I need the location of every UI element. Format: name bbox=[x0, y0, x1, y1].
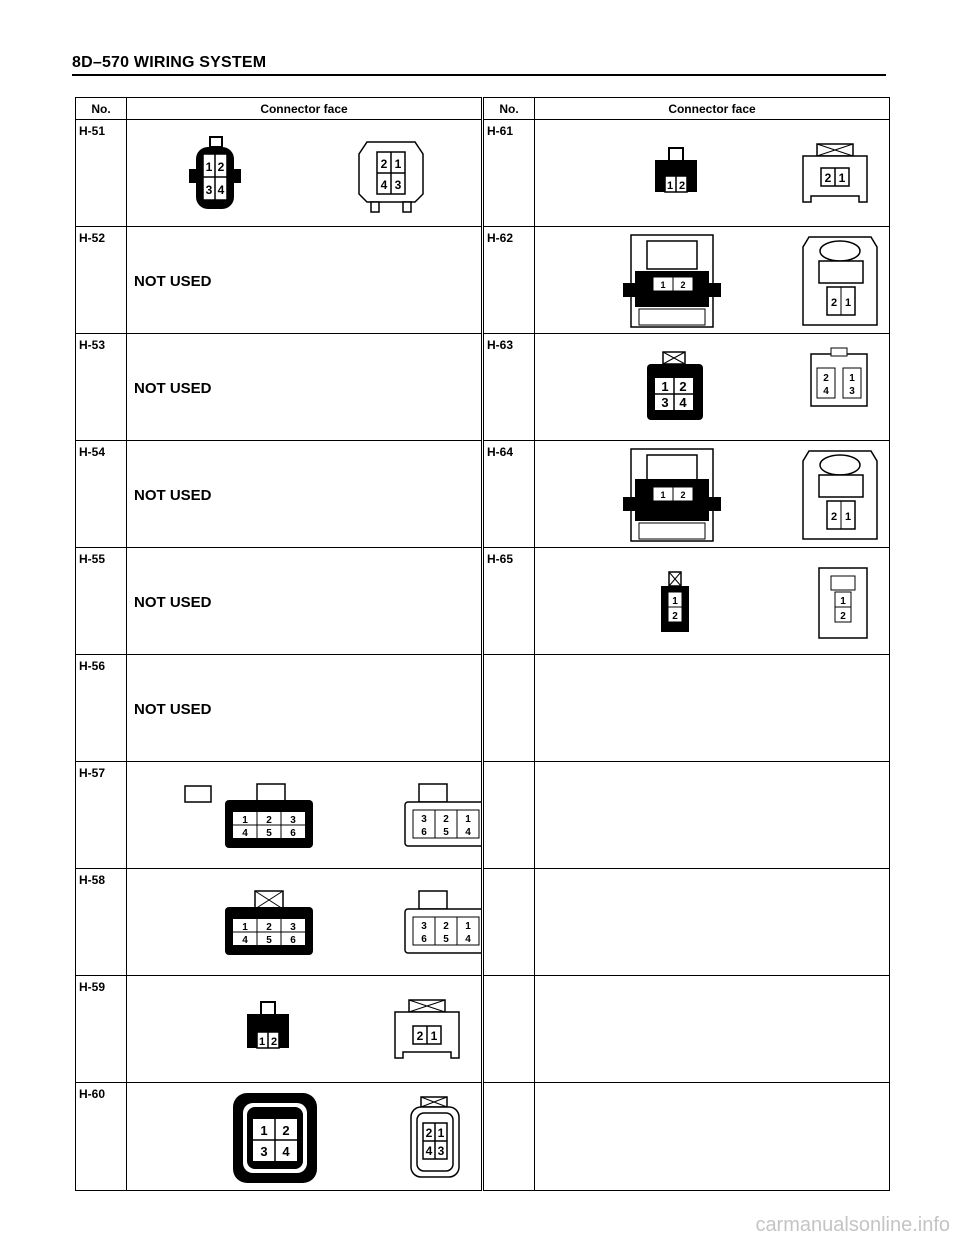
pin-label: 1 bbox=[840, 596, 846, 607]
table-row bbox=[76, 869, 890, 976]
pin-label: 1 bbox=[660, 280, 666, 290]
connector-h57-female bbox=[185, 784, 313, 848]
pin-label: 1 bbox=[849, 373, 855, 384]
connector-h64-female bbox=[623, 449, 721, 541]
pin-label: 2 bbox=[282, 1123, 290, 1138]
connector-h61-male bbox=[803, 144, 867, 202]
connector-no: H-63 bbox=[487, 338, 514, 352]
connector-face-h62 bbox=[535, 227, 889, 333]
row-no-cell bbox=[76, 548, 127, 655]
connector-face-h64 bbox=[535, 441, 889, 547]
pin-label: 2 bbox=[425, 1126, 433, 1140]
table-header-row bbox=[76, 98, 890, 120]
pin-label: 2 bbox=[266, 922, 272, 933]
row-no-cell bbox=[76, 762, 127, 869]
connector-no: H-58 bbox=[79, 873, 106, 887]
connector-h61-female bbox=[655, 148, 697, 192]
row-no-cell bbox=[483, 120, 535, 227]
connector-face-cell bbox=[535, 441, 890, 548]
pin-label: 6 bbox=[290, 828, 296, 839]
pin-label: 2 bbox=[680, 490, 686, 500]
connector-h57-male bbox=[405, 784, 481, 846]
connector-face-cell bbox=[127, 869, 483, 976]
connector-no: H-55 bbox=[79, 552, 106, 566]
not-used-label: NOT USED bbox=[134, 380, 212, 397]
pin-label: 2 bbox=[443, 814, 449, 825]
connector-h65-male bbox=[819, 568, 867, 638]
connector-face-h60 bbox=[127, 1083, 481, 1190]
connector-face-cell bbox=[535, 655, 890, 762]
row-no-cell bbox=[483, 548, 535, 655]
connector-face-cell bbox=[535, 120, 890, 227]
pin-label: 4 bbox=[242, 935, 248, 946]
pin-label: 4 bbox=[465, 827, 471, 838]
connector-no: H-52 bbox=[79, 231, 106, 245]
row-no-cell bbox=[76, 976, 127, 1083]
row-no-cell bbox=[76, 869, 127, 976]
pin-label: 4 bbox=[380, 178, 388, 192]
pin-label: 2 bbox=[678, 180, 686, 192]
pin-label: 1 bbox=[465, 814, 471, 825]
connector-h51-female bbox=[189, 137, 241, 209]
pin-label: 2 bbox=[823, 373, 829, 384]
connector-h62-female bbox=[623, 235, 721, 327]
connector-face-h65 bbox=[535, 548, 889, 654]
pin-label: 4 bbox=[465, 934, 471, 945]
row-no-cell bbox=[483, 655, 535, 762]
pin-label: 2 bbox=[680, 280, 686, 290]
col-face-header: Connector face bbox=[127, 98, 483, 120]
pin-label: 3 bbox=[421, 921, 427, 932]
connector-h63-male bbox=[811, 348, 867, 406]
connector-face-cell bbox=[127, 227, 483, 334]
table-row bbox=[76, 441, 890, 548]
connector-h60-male bbox=[411, 1097, 459, 1177]
connector-face-cell bbox=[535, 1083, 890, 1191]
pin-label: 1 bbox=[838, 171, 846, 185]
pin-label: 4 bbox=[217, 183, 225, 197]
pin-label: 6 bbox=[290, 935, 296, 946]
pin-label: 3 bbox=[260, 1144, 268, 1159]
connector-face-h57 bbox=[127, 762, 481, 868]
connector-face-h59 bbox=[127, 976, 481, 1082]
connector-h60-female bbox=[233, 1093, 317, 1183]
pin-label: 2 bbox=[266, 815, 272, 826]
connector-face-cell bbox=[127, 762, 483, 869]
row-no-cell bbox=[483, 441, 535, 548]
pin-label: 6 bbox=[421, 827, 427, 838]
pin-label: 4 bbox=[823, 386, 829, 397]
pin-label: 2 bbox=[416, 1029, 424, 1043]
pin-label: 1 bbox=[465, 921, 471, 932]
connector-no: H-57 bbox=[79, 766, 106, 780]
connector-face-cell bbox=[535, 227, 890, 334]
pin-label: 2 bbox=[830, 511, 838, 523]
connector-face-cell bbox=[127, 441, 483, 548]
row-no-cell bbox=[483, 869, 535, 976]
pin-label: 5 bbox=[443, 827, 449, 838]
connector-no: H-62 bbox=[487, 231, 514, 245]
row-no-cell bbox=[483, 1083, 535, 1191]
row-no-cell bbox=[483, 334, 535, 441]
pin-label: 5 bbox=[266, 828, 272, 839]
pin-label: 2 bbox=[830, 297, 838, 309]
connector-no: H-54 bbox=[79, 445, 106, 459]
col-no-header: No. bbox=[76, 98, 127, 120]
connector-no: H-53 bbox=[79, 338, 106, 352]
connector-table bbox=[75, 97, 890, 1191]
pin-label: 2 bbox=[824, 171, 832, 185]
connector-no: H-51 bbox=[79, 124, 106, 138]
pin-label: 3 bbox=[421, 814, 427, 825]
connector-face-h63 bbox=[535, 334, 889, 440]
connector-h63-female bbox=[647, 352, 703, 420]
row-no-cell bbox=[483, 976, 535, 1083]
connector-no: H-60 bbox=[79, 1087, 106, 1101]
connector-h58-male bbox=[405, 891, 481, 953]
pin-label: 2 bbox=[672, 611, 678, 622]
connector-face-h58 bbox=[127, 869, 481, 975]
connector-h59-female bbox=[247, 1002, 289, 1048]
row-no-cell bbox=[76, 441, 127, 548]
watermark: carmanualsonline.info bbox=[755, 1214, 950, 1236]
pin-label: 5 bbox=[266, 935, 272, 946]
pin-label: 3 bbox=[205, 183, 213, 197]
connector-face-cell bbox=[127, 548, 483, 655]
connector-face-h51 bbox=[127, 120, 481, 226]
connector-face-cell bbox=[535, 334, 890, 441]
pin-label: 4 bbox=[242, 828, 248, 839]
pin-label: 3 bbox=[290, 922, 296, 933]
table-row bbox=[76, 655, 890, 762]
row-no-cell bbox=[483, 227, 535, 334]
connector-face-cell bbox=[535, 548, 890, 655]
connector-face-cell bbox=[127, 976, 483, 1083]
pin-label: 1 bbox=[661, 379, 669, 394]
table-row bbox=[76, 334, 890, 441]
connector-h58-female bbox=[225, 891, 313, 955]
connector-h65-female bbox=[661, 572, 689, 632]
not-used-label: NOT USED bbox=[134, 273, 212, 290]
pin-label: 1 bbox=[660, 490, 666, 500]
not-used-label: NOT USED bbox=[134, 594, 212, 611]
col-no-header-right: No. bbox=[483, 98, 535, 120]
page-header bbox=[72, 54, 886, 76]
pin-label: 3 bbox=[290, 815, 296, 826]
pin-label: 1 bbox=[844, 511, 852, 523]
connector-face-cell bbox=[127, 1083, 483, 1191]
pin-label: 2 bbox=[443, 921, 449, 932]
connector-face-cell bbox=[127, 120, 483, 227]
connector-no: H-59 bbox=[79, 980, 106, 994]
connector-h51-male bbox=[359, 142, 423, 212]
row-no-cell bbox=[483, 762, 535, 869]
connector-no: H-65 bbox=[487, 552, 514, 566]
connector-h64-male bbox=[803, 451, 877, 539]
pin-label: 5 bbox=[443, 934, 449, 945]
pin-label: 2 bbox=[217, 160, 225, 174]
pin-label: 3 bbox=[849, 386, 855, 397]
pin-label: 3 bbox=[661, 395, 669, 410]
pin-label: 1 bbox=[666, 180, 674, 192]
not-used-label: NOT USED bbox=[134, 701, 212, 718]
row-no-cell bbox=[76, 1083, 127, 1191]
connector-face-cell bbox=[535, 976, 890, 1083]
pin-label: 6 bbox=[421, 934, 427, 945]
pin-label: 4 bbox=[282, 1144, 290, 1159]
table-row bbox=[76, 120, 890, 227]
pin-label: 1 bbox=[672, 596, 678, 607]
connector-face-cell bbox=[127, 655, 483, 762]
connector-no: H-56 bbox=[79, 659, 106, 673]
table-row bbox=[76, 1083, 890, 1191]
table-row bbox=[76, 762, 890, 869]
connector-h59-male bbox=[395, 1000, 459, 1058]
table-row bbox=[76, 227, 890, 334]
connector-face-cell bbox=[535, 762, 890, 869]
pin-label: 3 bbox=[437, 1144, 445, 1158]
pin-label: 1 bbox=[394, 157, 402, 171]
pin-label: 1 bbox=[242, 922, 248, 933]
connector-no: H-64 bbox=[487, 445, 514, 459]
not-used-label: NOT USED bbox=[134, 487, 212, 504]
connector-h62-male bbox=[803, 237, 877, 325]
connector-face-h61 bbox=[535, 120, 889, 226]
row-no-cell bbox=[76, 120, 127, 227]
pin-label: 2 bbox=[679, 379, 687, 394]
row-no-cell bbox=[76, 334, 127, 441]
pin-label: 1 bbox=[205, 160, 213, 174]
row-no-cell bbox=[76, 227, 127, 334]
table-row bbox=[76, 976, 890, 1083]
pin-label: 2 bbox=[840, 611, 846, 622]
connector-no: H-61 bbox=[487, 124, 514, 138]
pin-label: 1 bbox=[260, 1123, 268, 1138]
col-face-header-right: Connector face bbox=[535, 98, 890, 120]
pin-label: 1 bbox=[437, 1126, 445, 1140]
pin-label: 3 bbox=[394, 178, 402, 192]
pin-label: 2 bbox=[380, 157, 388, 171]
table-row bbox=[76, 548, 890, 655]
connector-face-cell bbox=[535, 869, 890, 976]
pin-label: 1 bbox=[844, 297, 852, 309]
pin-label: 4 bbox=[679, 395, 687, 410]
pin-label: 1 bbox=[258, 1036, 266, 1048]
row-no-cell bbox=[76, 655, 127, 762]
pin-label: 2 bbox=[270, 1036, 278, 1048]
pin-label: 1 bbox=[242, 815, 248, 826]
connector-face-cell bbox=[127, 334, 483, 441]
page-title: 8D–570 WIRING SYSTEM bbox=[72, 54, 267, 71]
pin-label: 1 bbox=[430, 1029, 438, 1043]
pin-label: 4 bbox=[425, 1144, 433, 1158]
